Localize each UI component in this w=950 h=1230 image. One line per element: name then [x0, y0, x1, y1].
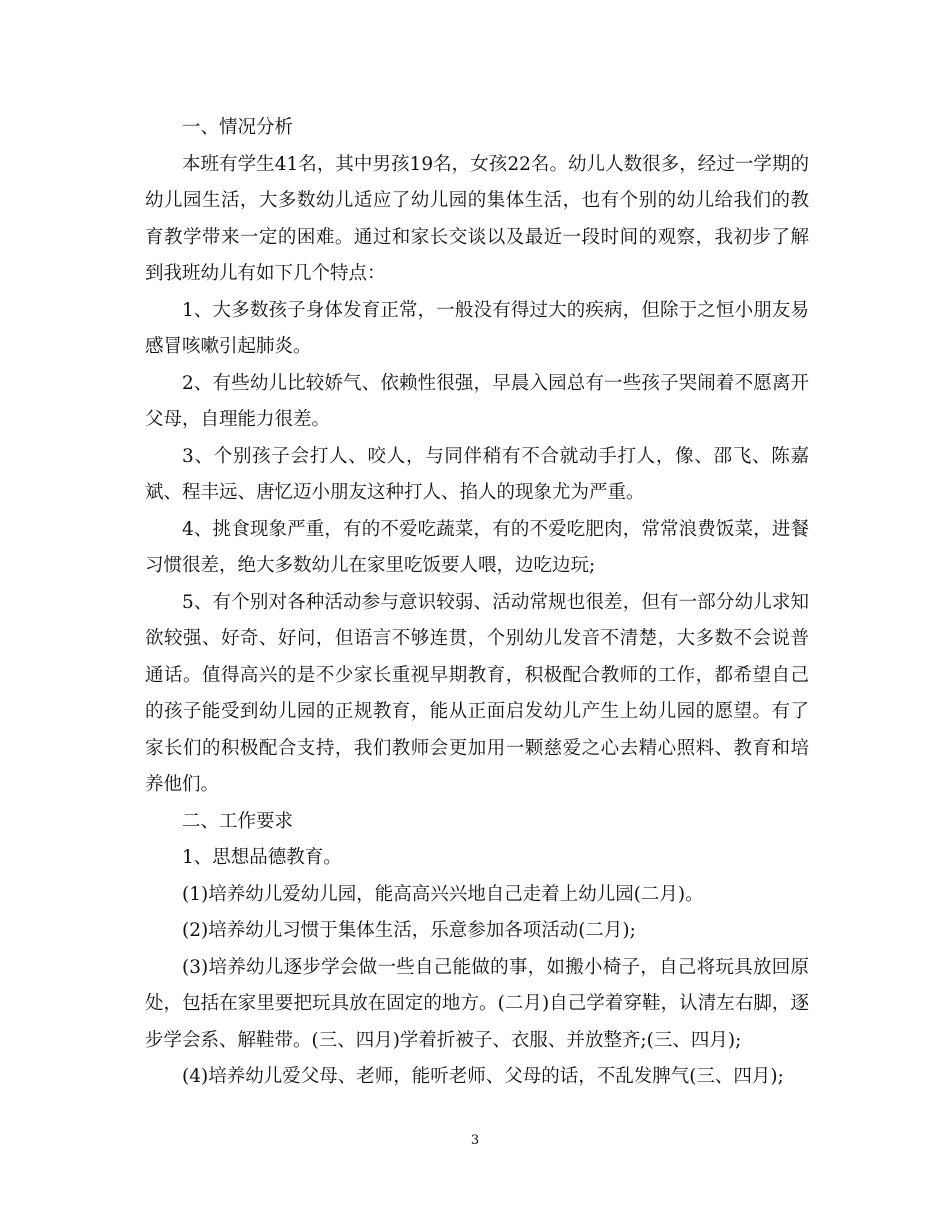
paragraph-trait-3: 3、个别孩子会打人、咬人，与同伴稍有不合就动手打人，像、邵飞、陈嘉斌、程丰远、唐忆迈小朋友这种打人、掐人的现象尤为严重。: [145, 445, 809, 503]
paragraph-trait-5: 5、有个别对各种活动参与意识较弱、活动常规也很差，但有一部分幼儿求知欲较强、好奇、好问，但语言不够连贯，个别幼儿发音不清楚，大多数不会说普通话。值得高兴的是不少家长重视早期教育，积极配合教师的工作，都希望自己的孩子能受到幼儿园的正规教育，能从正面启发幼儿产生上幼儿园的愿望。有了家长们的积极配合支持，我们教师会更加用一颗慈爱之心去精心照料、教育和培养他们。: [145, 591, 809, 795]
section-heading-situation-analysis: 一、情况分析: [182, 117, 294, 138]
paragraph-trait-1: 1、大多数孩子身体发育正常，一般没有得过大的疾病，但除于之恒小朋友易感冒咳嗽引起肺炎。: [145, 299, 809, 357]
list-item-4: (4)培养幼儿爱父母、老师，能听老师、父母的话，不乱发脾气(三、四月);: [182, 1066, 784, 1087]
list-item-1: (1)培养幼儿爱幼儿园，能高高兴兴地自己走着上幼儿园(二月)。: [182, 883, 704, 905]
list-item-3: (3)培养幼儿逐步学会做一些自己能做的事，如搬小椅子，自己将玩具放回原处，包括在家里要把玩具放在固定的地方。(二月)自己学着穿鞋，认清左右脚，逐步学会系、解鞋带。(三、四月)学着折被子、衣服、并放整齐;(三、四月);: [145, 956, 809, 1051]
paragraph-trait-4: 4、挑食现象严重，有的不爱吃蔬菜，有的不爱吃肥肉，常常浪费饭菜，进餐习惯很差，绝大多数幼儿在家里吃饭要人喂，边吃边玩;: [145, 518, 809, 576]
subheading-moral-education: 1、思想品德教育。: [182, 847, 342, 868]
page-number: 3: [470, 1133, 480, 1148]
paragraph-trait-2: 2、有些幼儿比较娇气、依赖性很强，早晨入园总有一些孩子哭闹着不愿离开父母，自理能力很差。: [145, 372, 809, 430]
list-item-2: (2)培养幼儿习惯于集体生活，乐意参加各项活动(二月);: [182, 920, 636, 941]
document-body: [145, 110, 809, 1096]
paragraph-class-overview: 本班有学生41名，其中男孩19名，女孩22名。幼儿人数很多，经过一学期的幼儿园生活，大多数幼儿适应了幼儿园的集体生活，也有个别的幼儿给我们的教育教学带来一定的困难。通过和家长交谈以及最近一段时间的观察，我初步了解到我班幼儿有如下几个特点：: [145, 153, 809, 284]
section-heading-work-requirements: 二、工作要求: [182, 810, 294, 832]
